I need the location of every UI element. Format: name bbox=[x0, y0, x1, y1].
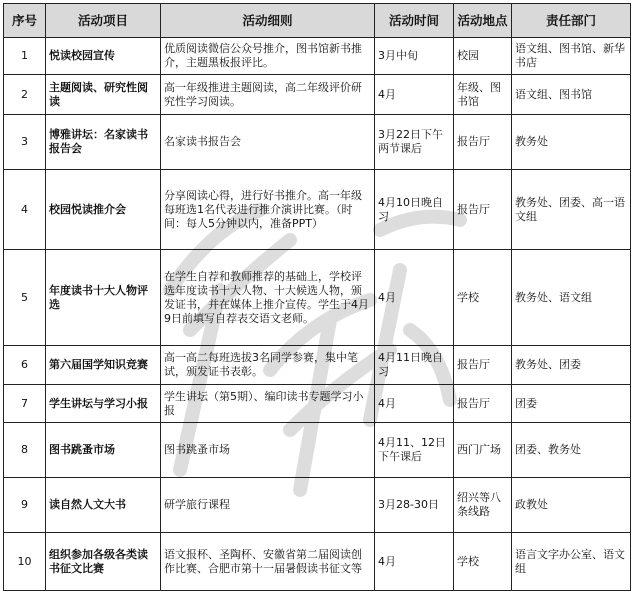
row-dept: 教务处、团委 bbox=[512, 346, 631, 385]
row-place: 报告厅 bbox=[454, 115, 512, 170]
row-item: 图书跳蚤市场 bbox=[46, 423, 161, 478]
row-place: 校园 bbox=[454, 38, 512, 75]
row-place: 报告厅 bbox=[454, 170, 512, 250]
row-time: 4月11日晚自习 bbox=[375, 346, 454, 385]
row-time: 3月28-30日 bbox=[375, 478, 454, 533]
row-no: 8 bbox=[4, 423, 46, 478]
row-item: 校园悦读推介会 bbox=[46, 170, 161, 250]
row-detail: 图书跳蚤市场 bbox=[161, 423, 375, 478]
row-dept: 教务处 bbox=[512, 115, 631, 170]
row-dept: 团委、教务处 bbox=[512, 423, 631, 478]
header-time: 活动时间 bbox=[375, 4, 454, 38]
row-item: 第六届国学知识竞赛 bbox=[46, 346, 161, 385]
header-dept: 责任部门 bbox=[512, 4, 631, 38]
row-item: 读自然人文大书 bbox=[46, 478, 161, 533]
row-place: 西门广场 bbox=[454, 423, 512, 478]
table-row bbox=[4, 478, 631, 533]
header-place: 活动地点 bbox=[454, 4, 512, 38]
row-time: 4月10日晚自习 bbox=[375, 170, 454, 250]
row-item: 主题阅读、研究性阅读 bbox=[46, 75, 161, 115]
row-no: 7 bbox=[4, 385, 46, 423]
row-dept: 团委 bbox=[512, 385, 631, 423]
row-item: 学生讲坛与学习小报 bbox=[46, 385, 161, 423]
header-item: 活动项目 bbox=[46, 4, 161, 38]
row-time: 3月中旬 bbox=[375, 38, 454, 75]
table-row bbox=[4, 385, 631, 423]
row-detail: 优质阅读微信公众号推介，图书馆新书推介，主题黑板报评比。 bbox=[161, 38, 375, 75]
row-dept: 教务处、团委、高一语文组 bbox=[512, 170, 631, 250]
row-time: 4月 bbox=[375, 533, 454, 591]
row-item: 悦读校园宣传 bbox=[46, 38, 161, 75]
row-no: 9 bbox=[4, 478, 46, 533]
row-place: 学校 bbox=[454, 533, 512, 591]
table-row bbox=[4, 346, 631, 385]
row-detail: 语文报杯、圣陶杯、安徽省第二届阅读创作比赛、合肥市第十一届暑假读书征文等 bbox=[161, 533, 375, 591]
row-detail: 在学生自荐和教师推荐的基础上，学校评选年度读书十大人物、十大候选人物，颁发证书，并在媒体上推介宣传。学生于4月9日前填写自荐表交语文老师。 bbox=[161, 250, 375, 346]
row-place: 学校 bbox=[454, 250, 512, 346]
table-row bbox=[4, 533, 631, 591]
row-dept: 教务处、语文组 bbox=[512, 250, 631, 346]
table-row bbox=[4, 423, 631, 478]
row-time: 4月 bbox=[375, 385, 454, 423]
row-no: 2 bbox=[4, 75, 46, 115]
row-time: 3月22日下午两节课后 bbox=[375, 115, 454, 170]
row-detail: 高一年级推进主题阅读，高二年级评价研究性学习阅读。 bbox=[161, 75, 375, 115]
table-row bbox=[4, 250, 631, 346]
header-no: 序号 bbox=[4, 4, 46, 38]
header-detail: 活动细则 bbox=[161, 4, 375, 38]
table-header-row bbox=[4, 4, 631, 38]
row-dept: 政教处 bbox=[512, 478, 631, 533]
row-no: 5 bbox=[4, 250, 46, 346]
row-dept: 语文组、图书馆 bbox=[512, 75, 631, 115]
row-place: 年级、图书馆 bbox=[454, 75, 512, 115]
row-no: 6 bbox=[4, 346, 46, 385]
row-detail: 研学旅行课程 bbox=[161, 478, 375, 533]
activity-table bbox=[3, 3, 631, 591]
table-row bbox=[4, 38, 631, 75]
row-detail: 高一高二每班选拔3名同学参赛，集中笔试，颁发证书表彰。 bbox=[161, 346, 375, 385]
row-no: 4 bbox=[4, 170, 46, 250]
row-time: 4月 bbox=[375, 75, 454, 115]
row-place: 报告厅 bbox=[454, 346, 512, 385]
row-no: 1 bbox=[4, 38, 46, 75]
row-detail: 名家读书报告会 bbox=[161, 115, 375, 170]
row-time: 4月11、12日下午课后 bbox=[375, 423, 454, 478]
row-item: 年度读书十大人物评选 bbox=[46, 250, 161, 346]
table-row bbox=[4, 75, 631, 115]
row-no: 10 bbox=[4, 533, 46, 591]
row-time: 4月 bbox=[375, 250, 454, 346]
row-dept: 语文组、图书馆、新华书店 bbox=[512, 38, 631, 75]
row-no: 3 bbox=[4, 115, 46, 170]
row-place: 报告厅 bbox=[454, 385, 512, 423]
row-dept: 语言文字办公室、语文组 bbox=[512, 533, 631, 591]
row-detail: 学生讲坛（第5期）、编印读书专题学习小报 bbox=[161, 385, 375, 423]
row-item: 博雅讲坛：名家读书报告会 bbox=[46, 115, 161, 170]
table-row bbox=[4, 115, 631, 170]
row-detail: 分享阅读心得，进行好书推介。高一年级每班选1名代表进行推介演讲比赛。（时间：每人5分钟以内，准备PPT） bbox=[161, 170, 375, 250]
row-place: 绍兴等八条线路 bbox=[454, 478, 512, 533]
table-row bbox=[4, 170, 631, 250]
row-item: 组织参加各级各类读书征文比赛 bbox=[46, 533, 161, 591]
